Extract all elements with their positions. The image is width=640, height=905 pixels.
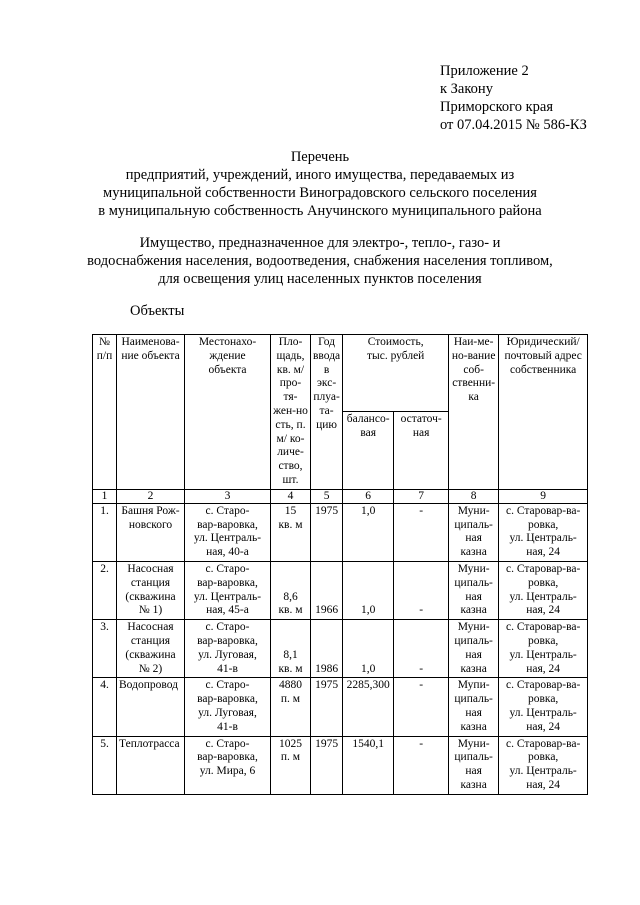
header-cost	[343, 335, 449, 412]
cell-area	[271, 736, 311, 794]
appendix-line: от 07.04.2015 № 586-КЗ	[440, 117, 587, 133]
column-number: 2	[117, 489, 185, 503]
cell-area-line: кв. м	[278, 604, 303, 617]
cell-holder-line: ципаль-	[454, 693, 493, 706]
cell-location-line: с. Старо-	[205, 737, 250, 750]
cell-address-line: ул. Централь-	[509, 706, 577, 719]
cell-location-line: с. Старо-	[205, 621, 250, 634]
cell-location-line: с. Старо-	[205, 562, 250, 575]
cell-location-line: ул. Централь-	[193, 532, 262, 545]
objects-label: Объекты	[130, 303, 185, 319]
document-subtitle	[0, 234, 640, 288]
header-line: кв. м/	[276, 363, 305, 376]
cell-holder	[449, 620, 499, 678]
cell-holder	[449, 503, 499, 561]
cell-address-line: ул. Централь-	[509, 765, 577, 778]
header-line: плуа-	[313, 391, 340, 404]
cell-balance: 1,0	[343, 503, 394, 561]
header-holder	[449, 335, 499, 490]
cell-address-line: ная, 24	[526, 662, 561, 675]
cell-area-line: 1025	[279, 737, 302, 750]
cell-area-line: кв. м	[278, 662, 303, 675]
header-name	[117, 335, 185, 490]
cell-name	[117, 561, 185, 619]
cell-area	[271, 561, 311, 619]
cell-holder-line: Муни-	[457, 737, 490, 750]
cell-name	[117, 620, 185, 678]
subtitle-line: Имущество, предназначенное для электро-, тепло-, газо- и	[139, 235, 501, 251]
cell-name-line: станция	[130, 634, 171, 647]
cell-location-line: ул. Мира, 6	[199, 765, 256, 778]
cell-location-line: ная, 45-а	[206, 604, 249, 617]
cell-location-line: 41-в	[217, 720, 238, 733]
cell-residual: -	[394, 503, 449, 561]
cell-holder-line: Муни-	[457, 504, 490, 517]
cell-location-line: вар-варовка,	[197, 518, 258, 531]
table-row	[93, 503, 588, 561]
table-row	[93, 620, 588, 678]
cell-address-line: ровка,	[527, 634, 559, 647]
cell-location-line: с. Старо-	[205, 504, 250, 517]
cell-area-line: 8,6	[283, 590, 298, 603]
cell-num: 1.	[93, 503, 117, 561]
cell-name-line: № 1)	[138, 604, 163, 617]
cell-num: 3.	[93, 620, 117, 678]
cell-year: 1966	[311, 561, 343, 619]
title-line: муниципальной собственности Виноградовского сельского поселения	[103, 185, 537, 201]
appendix-line: Приложение 2	[440, 63, 529, 79]
title-line: Перечень	[290, 149, 350, 165]
cell-name-line: (скважина	[125, 648, 176, 661]
header-line: Местонахо-	[198, 336, 257, 348]
cell-name-line: № 2)	[138, 662, 163, 675]
cell-address-line: с. Старовар-ва-	[505, 679, 581, 692]
cell-location	[185, 503, 271, 561]
cell-holder-line: ципаль-	[454, 751, 493, 764]
column-number: 3	[185, 489, 271, 503]
header-line: Наименова-	[121, 336, 180, 348]
header-line: ние объекта	[121, 349, 180, 362]
column-number: 4	[271, 489, 311, 503]
cell-address-line: ная, 24	[526, 778, 561, 791]
cell-year: 1975	[311, 678, 343, 736]
cell-address-line: ул. Централь-	[509, 532, 577, 545]
cell-area-line: 15	[284, 504, 297, 517]
column-number: 8	[449, 489, 499, 503]
cell-balance: 1,0	[343, 561, 394, 619]
cell-year: 1975	[311, 736, 343, 794]
cell-area	[271, 620, 311, 678]
cell-address-line: с. Старовар-ва-	[505, 621, 581, 634]
cell-name-line: Водопровод	[119, 679, 178, 692]
cell-holder-line: ципаль-	[454, 576, 493, 589]
header-line: ная	[412, 427, 430, 440]
cell-holder-line: ная	[465, 532, 482, 545]
cell-address-line: ровка,	[527, 693, 559, 706]
header-line: ввода	[313, 349, 341, 362]
header-line: тыс. рублей	[366, 349, 425, 362]
appendix-line: Приморского края	[440, 99, 554, 115]
document-title	[0, 148, 640, 220]
header-line: собственника	[510, 363, 577, 376]
cell-address-line: ровка,	[527, 518, 559, 531]
header-line: Год	[318, 336, 336, 348]
cell-year: 1986	[311, 620, 343, 678]
cell-address-line: ул. Централь-	[509, 648, 577, 661]
cell-holder-line: ципаль-	[454, 518, 493, 531]
cell-location-line: 41-в	[217, 662, 238, 675]
appendix-line: к Закону	[440, 81, 493, 97]
header-line: ственни-	[452, 377, 496, 390]
header-line: №	[99, 336, 110, 348]
cell-area-line: 4880	[279, 679, 302, 692]
cell-name-line: Теплотрасса	[119, 737, 180, 750]
header-line: ждение	[209, 349, 246, 362]
column-number: 7	[394, 489, 449, 503]
header-location	[185, 335, 271, 490]
cell-location	[185, 736, 271, 794]
table-row	[93, 736, 588, 794]
header-num	[93, 335, 117, 490]
header-line: балансо-	[346, 413, 390, 426]
cell-residual: -	[394, 561, 449, 619]
cell-holder-line: Муни-	[457, 562, 490, 575]
cell-location-line: вар-варовка,	[197, 634, 258, 647]
header-line: цию	[316, 418, 338, 431]
cell-address-line: с. Старовар-ва-	[505, 504, 581, 517]
header-line: Юридический/	[506, 336, 580, 348]
cell-num: 5.	[93, 736, 117, 794]
cell-holder	[449, 678, 499, 736]
cell-residual: -	[394, 620, 449, 678]
cell-location	[185, 620, 271, 678]
header-line: Стоимость,	[367, 336, 424, 348]
header-line: Наи-ме-	[453, 336, 494, 348]
header-line: м/ ко-	[276, 432, 305, 445]
cell-location-line: ул. Луговая,	[198, 706, 257, 719]
cell-name-line: новского	[128, 518, 173, 531]
cell-balance: 1540,1	[343, 736, 394, 794]
title-line: в муниципальную собственность Анучинского муниципального района	[98, 203, 542, 219]
header-line: Пло-	[278, 336, 303, 348]
header-line: шт.	[282, 473, 299, 486]
header-line: вая	[360, 427, 376, 440]
table-row	[93, 678, 588, 736]
cell-address	[499, 620, 588, 678]
header-line: объекта	[208, 363, 247, 376]
cell-address-line: ная, 24	[526, 720, 561, 733]
cell-name-line: Башня Рож-	[121, 504, 180, 517]
appendix-block	[440, 62, 587, 134]
header-address	[499, 335, 588, 490]
cell-address-line: с. Старовар-ва-	[505, 562, 581, 575]
cell-address-line: ная, 24	[526, 546, 561, 559]
cell-holder	[449, 561, 499, 619]
cell-location	[185, 678, 271, 736]
table-row	[93, 561, 588, 619]
column-number: 5	[311, 489, 343, 503]
cell-name-line: Насосная	[127, 621, 174, 634]
header-line: про-тя-	[279, 377, 302, 404]
header-line: почтовый адрес	[504, 349, 582, 362]
cell-location-line: вар-варовка,	[197, 693, 258, 706]
cell-area-line: кв. м	[278, 518, 303, 531]
cell-address-line: ровка,	[527, 751, 559, 764]
header-line: но-вание	[451, 349, 496, 362]
cell-residual: -	[394, 736, 449, 794]
header-line: п/п	[96, 349, 113, 362]
cell-area-line: п. м	[280, 693, 301, 706]
cell-location	[185, 561, 271, 619]
header-line: щадь,	[276, 349, 305, 362]
cell-holder-line: казна	[460, 546, 487, 559]
cell-holder-line: казна	[460, 720, 487, 733]
cell-holder-line: Муни-	[457, 621, 490, 634]
column-number: 9	[499, 489, 588, 503]
cell-balance: 1,0	[343, 620, 394, 678]
header-line: ство,	[278, 460, 303, 473]
cell-address	[499, 561, 588, 619]
cell-location-line: ная, 40-а	[206, 546, 249, 559]
cell-address	[499, 678, 588, 736]
cell-name-line: Насосная	[127, 562, 174, 575]
cell-name-line: (скважина	[125, 590, 176, 603]
cell-holder-line: ная	[465, 590, 482, 603]
cell-holder-line: казна	[460, 604, 487, 617]
header-year	[311, 335, 343, 490]
cell-holder-line: ципаль-	[454, 634, 493, 647]
cell-location-line: вар-варовка,	[197, 576, 258, 589]
cell-location-line: вар-варовка,	[197, 751, 258, 764]
table-body	[93, 503, 588, 794]
subtitle-line: водоснабжения населения, водоотведения, снабжения населения топливом,	[87, 253, 553, 269]
header-line: жен-но	[273, 404, 308, 417]
header-line: та-	[319, 404, 334, 417]
subtitle-line: для освещения улиц населенных пунктов поселения	[158, 271, 482, 287]
cell-address	[499, 736, 588, 794]
cell-name	[117, 678, 185, 736]
cell-address	[499, 503, 588, 561]
cell-area-line: п. м	[280, 751, 301, 764]
cell-location-line: ул. Луговая,	[198, 648, 257, 661]
cell-name-line: станция	[130, 576, 171, 589]
column-number: 6	[343, 489, 394, 503]
header-line: ка	[468, 391, 479, 404]
column-number: 1	[93, 489, 117, 503]
cell-name	[117, 736, 185, 794]
cell-holder	[449, 736, 499, 794]
cell-num: 4.	[93, 678, 117, 736]
cell-location-line: ул. Централь-	[193, 590, 262, 603]
cell-balance: 2285,300	[343, 678, 394, 736]
header-balance	[343, 412, 394, 489]
header-line: остаточ-	[400, 413, 442, 426]
header-area	[271, 335, 311, 490]
column-numbers-row	[93, 489, 588, 503]
cell-holder-line: ная	[465, 765, 482, 778]
title-line: предприятий, учреждений, иного имущества, передаваемых из	[125, 167, 515, 183]
header-line: соб-	[463, 363, 484, 376]
header-line: в экс-	[316, 363, 337, 390]
cell-residual: -	[394, 678, 449, 736]
cell-holder-line: казна	[460, 662, 487, 675]
header-line: сть, п.	[275, 418, 306, 431]
cell-area	[271, 678, 311, 736]
cell-num: 2.	[93, 561, 117, 619]
cell-year: 1975	[311, 503, 343, 561]
header-line: личе-	[277, 446, 304, 459]
cell-holder-line: казна	[460, 778, 487, 791]
cell-address-line: с. Старовар-ва-	[505, 737, 581, 750]
cell-area-line: 8,1	[283, 648, 298, 661]
cell-address-line: ул. Централь-	[509, 590, 577, 603]
cell-area	[271, 503, 311, 561]
objects-table	[92, 334, 588, 795]
cell-holder-line: ная	[465, 706, 482, 719]
header-residual	[394, 412, 449, 489]
cell-address-line: ровка,	[527, 576, 559, 589]
cell-address-line: ная, 24	[526, 604, 561, 617]
cell-holder-line: Мупи-	[457, 679, 490, 692]
cell-name	[117, 503, 185, 561]
cell-location-line: с. Старо-	[205, 679, 250, 692]
cell-holder-line: ная	[465, 648, 482, 661]
